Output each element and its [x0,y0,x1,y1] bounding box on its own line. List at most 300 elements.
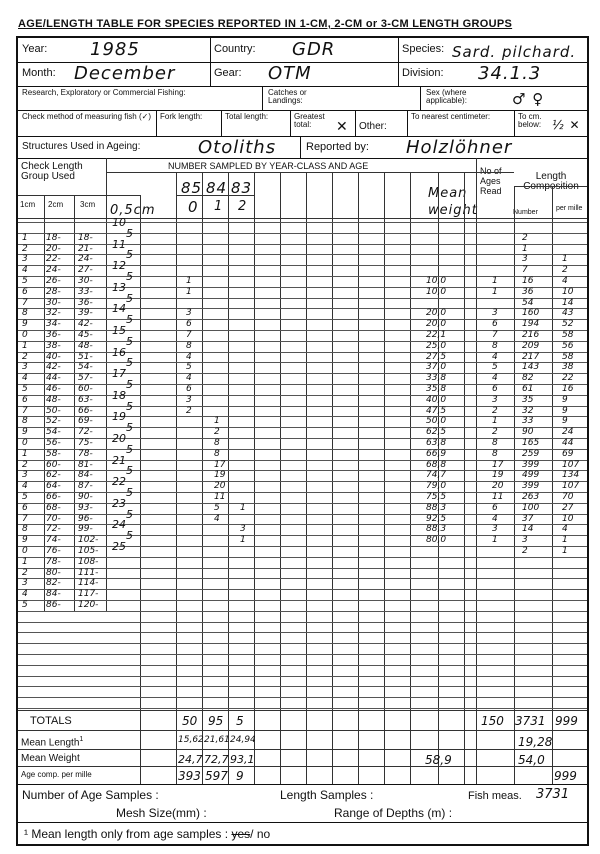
number-sampled-label: NUMBER SAMPLED BY YEAR-CLASS AND AGE [168,161,369,171]
grid-hline [18,449,587,450]
cell-mw: 33,8 [426,373,447,384]
grid-hline [18,643,587,644]
cell-pm: 1 [562,546,568,556]
cell-b: 78- [78,448,93,459]
cell-a: 78- [46,556,61,567]
cell-h: 5 [126,464,133,478]
grid-hline [18,710,587,711]
cell-k: 2 [22,243,28,254]
cell-b: 45- [78,330,93,340]
grid-hline [18,362,587,363]
grid-hline [18,524,587,525]
grid-hline [18,438,587,439]
cell-k: 4 [22,265,28,276]
cell-a: 34- [46,319,61,330]
cell-num: 33 [522,416,534,427]
grid-hline [18,622,587,623]
cell-k: 5 [22,600,28,610]
cell-na: 6 [492,319,498,330]
cell-k: 5 [22,276,28,286]
cell-b: 102- [78,535,99,546]
cell-a: 82- [46,578,61,589]
greatest-mark: ✕ [336,119,349,135]
cell-b: 18- [78,232,93,243]
cell-mw: 40,0 [426,394,447,405]
cell-a: 56- [46,438,61,448]
cell-h: 5 [126,270,133,283]
cell-h: 5 [126,356,133,370]
grid-hline [18,373,587,374]
cell-k: 5 [22,492,28,502]
grid-hline [18,222,587,223]
cell-a1: 8 [214,448,220,459]
cell-b: 48- [78,340,93,351]
cell-num: 399 [522,481,540,492]
cell-num: 61 [522,384,534,394]
age-comp-per-mille: 999 [554,769,577,783]
cell-b: 42- [78,319,93,330]
cell-b: 57- [78,373,93,384]
grid-hline [18,766,587,767]
cell-na: 3 [492,308,498,319]
grid-hline [18,276,587,277]
grid-hline [18,676,587,677]
cell-a: 54- [46,427,61,438]
cell-pm: 107 [562,459,580,470]
cell-a: 62- [46,470,61,481]
division-label: Division: [402,67,444,79]
cell-k: 9 [22,319,28,330]
cell-b: 99- [78,524,93,535]
cell-pm: 9 [562,416,568,427]
cell-a1: 5 [214,502,220,513]
cell-a: 76- [46,546,61,556]
species-value: Sard. pilchard. [452,43,577,61]
number-col-label: Number [513,209,538,216]
cell-num: 143 [522,362,540,373]
cell-h: 11 [112,237,126,251]
cell-k: 3 [22,362,28,373]
cell-na: 6 [492,502,498,513]
cell-h: 5 [126,442,133,456]
total-per-mille: 999 [555,714,578,728]
yc-85: 85 [181,179,203,197]
cell-k: 3 [22,470,28,481]
cell-pm: 43 [562,308,574,319]
cell-k: 1 [22,232,28,243]
cell-mw: 20,0 [426,308,447,319]
grid-vline [140,195,141,784]
cell-b: 75- [78,438,93,448]
cell-a0: 3 [186,308,192,319]
cell-a: 86- [46,600,61,610]
grid-hline [18,244,587,245]
cell-a2: 1 [240,535,246,546]
month-value: December [74,63,176,84]
cell-a1: 19 [214,470,226,481]
cell-pm: 4 [562,524,568,535]
depths-label: Range of Depths (m) : [334,806,453,820]
grid-hline [514,186,587,187]
grid-vline [464,172,465,784]
cell-h: 5 [126,313,133,327]
year-value: 1985 [90,39,140,60]
cell-mw: 88,3 [426,524,447,535]
cell-na: 6 [492,384,498,394]
cell-mw: 63,8 [426,438,447,448]
grid-hline [18,557,587,558]
grid-hline [18,568,587,569]
cell-a: 20- [46,243,61,254]
per-mille-col-label: per mille [556,205,583,212]
structures-value: Otoliths [198,137,277,158]
cell-b: 51- [78,351,93,362]
total-length-label: Total length: [225,112,269,121]
total-age0: 50 [182,714,198,728]
grid-hline [18,600,587,601]
grid-hline [18,611,587,612]
form-title: AGE/LENGTH TABLE FOR SPECIES REPORTED IN 1-CM, 2-CM or 3-CM LENGTH GROUPS [18,18,513,30]
cell-h: 22 [112,475,126,489]
cell-pm: 27 [562,502,574,513]
cell-a: 38- [46,340,61,351]
total-number: 3731 [515,714,546,728]
cell-na: 5 [492,362,498,373]
cell-a1: 17 [214,459,226,470]
mean-weight-age1: 72,7 [204,753,229,766]
cell-a: 36- [46,330,61,340]
cell-na: 4 [492,513,498,524]
cell-na: 1 [492,276,498,286]
age-comp-age0: 393 [178,769,201,783]
mean-weight-total: 54,0 [518,753,545,767]
cell-num: 209 [522,340,540,351]
cell-b: 30- [78,276,93,286]
cell-a1: 4 [214,513,220,524]
mean-weight-age2: 93,1 [230,753,255,766]
to-cm-below-mark: ½ ✕ [552,118,581,132]
cell-a: 64- [46,481,61,492]
cell-na: 3 [492,394,498,405]
cell-a1: 2 [214,427,220,438]
mean-length-age0: 15,62 [178,735,204,745]
yc-84: 84 [206,179,228,197]
catches-label: Catches or Landings: [268,88,307,105]
cell-a0: 1 [186,276,192,286]
reported-by-label: Reported by: [306,141,369,153]
grid-vline [254,172,255,784]
cell-pm: 10 [562,513,574,524]
grid-vline [228,172,229,784]
cell-a: 74- [46,535,61,546]
cell-pm: 16 [562,384,574,394]
cell-na: 20 [492,481,504,492]
cell-a1: 20 [214,481,226,492]
cell-pm: 107 [562,481,580,492]
mean-weight-row-label: Mean Weight [21,753,80,764]
cell-a: 52- [46,416,61,427]
cell-h: 20 [112,432,126,445]
grid-hline [18,514,587,515]
grid-hline [18,686,587,687]
cell-num: 32 [522,405,534,416]
grid-hline [18,708,587,709]
age-comp-label: Age comp. per mille [21,770,92,779]
cell-h: 10 [112,216,126,229]
grid-hline [18,233,587,234]
grid-hline [18,697,587,698]
cell-h: 5 [126,529,133,543]
cell-mw: 88,3 [426,502,447,513]
cell-k: 8 [22,524,28,535]
cell-h: 5 [126,507,133,521]
cell-k: 0 [22,330,28,340]
cell-k: 7 [22,513,28,524]
cell-k: 8 [22,308,28,319]
mean-length-age1: 21,61 [204,735,230,745]
cell-na: 4 [492,351,498,362]
cell-a: 50- [46,405,61,416]
cell-a: 42- [46,362,61,373]
grid-vline [384,172,385,784]
cell-a0: 6 [186,384,192,394]
grid-vline [280,172,281,784]
cell-h: 25 [112,540,126,553]
cell-num: 1 [522,243,528,254]
cell-b: 117- [78,589,99,600]
col-2cm: 2cm [48,200,64,209]
cell-b: 96- [78,513,93,524]
cell-h: 5 [126,291,133,305]
cell-a0: 4 [186,351,192,362]
cell-k: 1 [22,556,28,567]
cell-mw: 68,8 [426,459,447,470]
cell-h: 5 [126,226,133,240]
age-samples-label: Number of Age Samples : [22,788,159,802]
cell-na: 3 [492,524,498,535]
grid-hline [18,319,587,320]
cell-pm: 69 [562,448,574,459]
cell-k: 6 [22,502,28,513]
cell-h: 13 [112,280,126,294]
cell-num: 16 [522,276,534,286]
cell-num: 216 [522,330,540,340]
cell-na: 19 [492,470,504,481]
cell-k: 4 [22,481,28,492]
grid-vline [332,172,333,784]
cell-num: 54 [522,297,534,308]
cell-k: 9 [22,427,28,438]
country-value: GDR [292,39,336,60]
mesh-size-label: Mesh Size(mm) : [116,806,207,820]
cell-num: 36 [522,286,534,297]
no-of-ages-label: No of Ages Read [480,166,502,196]
length-samples-label: Length Samples : [280,788,374,802]
month-label: Month: [22,67,56,79]
grid-hline [18,749,587,750]
cell-k: 7 [22,405,28,416]
species-label: Species: [402,43,445,55]
cell-k: 7 [22,297,28,308]
country-label: Country: [214,43,256,55]
sex-value: ♂ ♀ [512,90,545,108]
yc-83: 83 [231,179,253,197]
cell-num: 82 [522,373,534,384]
cell-a: 58- [46,448,61,459]
cell-a: 70- [46,513,61,524]
cell-mw: 80,0 [426,535,447,546]
cell-k: 8 [22,416,28,427]
research-label: Research, Exploratory or Commercial Fishing: [22,88,186,97]
cell-pm: 22 [562,373,574,384]
cell-num: 35 [522,394,534,405]
cell-b: 24- [78,254,93,265]
cell-mw: 79,0 [426,481,447,492]
cell-pm: 58 [562,330,574,340]
grid-hline [18,632,587,633]
cell-h: 5 [126,334,133,348]
cell-mw: 35,8 [426,384,447,394]
cell-mw: 37,0 [426,362,447,373]
cell-pm: 2 [562,265,568,276]
grid-hline [18,218,587,219]
to-cm-below-label: To cm. below: [518,112,542,129]
cell-pm: 14 [562,297,574,308]
cell-a: 44- [46,373,61,384]
cell-na: 11 [492,492,504,502]
cell-num: 259 [522,448,540,459]
reported-by-value: Holzlöhner [406,137,513,158]
cell-a: 60- [46,459,61,470]
year-label: Year: [22,43,48,55]
cell-k: 1 [22,340,28,351]
structures-label: Structures Used in Ageing: [22,141,141,152]
cell-num: 37 [522,513,534,524]
cell-mw: 62,5 [426,427,447,438]
cell-na: 8 [492,448,498,459]
cell-a: 80- [46,567,61,578]
grid-vline [176,172,177,784]
cell-k: 2 [22,351,28,362]
cell-pm: 4 [562,276,568,286]
grid-hline [18,503,587,504]
cell-num: 100 [522,502,540,513]
cell-mw: 66,9 [426,448,447,459]
cell-k: 6 [22,394,28,405]
cell-mw: 22,1 [426,330,447,340]
cell-a: 28- [46,286,61,297]
cell-b: 54- [78,362,93,373]
cell-k: 0 [22,438,28,448]
cell-h: 15 [112,324,126,337]
cell-a0: 5 [186,362,192,373]
cell-num: 263 [522,492,540,502]
cell-h: 16 [112,345,126,359]
age-comp-age1: 597 [205,769,228,783]
cell-k: 9 [22,535,28,546]
cell-b: 93- [78,502,93,513]
cell-mw: 92,5 [426,513,447,524]
cell-mw: 27,5 [426,351,447,362]
cell-mw: 75,5 [426,492,447,502]
cell-a: 66- [46,492,61,502]
footnote: ¹ Mean length only from age samples : yes/ no [24,827,271,841]
cell-k: 0 [22,546,28,556]
cell-b: 72- [78,427,93,438]
mean-weight-label: Mean weight [428,186,478,218]
cell-na: 8 [492,438,498,448]
cell-b: 21- [78,243,93,254]
cell-h: 12 [112,259,126,273]
cell-k: 5 [22,384,28,394]
age-0: 0 [188,198,199,216]
cell-pm: 56 [562,340,574,351]
cell-b: 60- [78,384,93,394]
cell-a: 48- [46,394,61,405]
grid-hline [18,195,140,196]
cell-na: 1 [492,416,498,427]
cell-num: 2 [522,232,528,243]
cell-a1: 1 [214,416,220,427]
sex-label: Sex (where applicable): [426,88,467,105]
cell-b: 39- [78,308,93,319]
form-frame [16,36,589,846]
cell-a: 26- [46,276,61,286]
col-1cm: 1cm [20,200,36,209]
cell-a: 68- [46,502,61,513]
cell-a0: 8 [186,340,192,351]
cell-b: 84- [78,470,93,481]
check-method-label: Check method of measuring fish (✓) [22,112,151,121]
grid-hline [18,578,587,579]
cell-a0: 1 [186,286,192,297]
mean-length-age2: 24,94 [230,735,256,745]
fish-meas-value: 3731 [536,787,570,802]
cell-mw: 10,0 [426,276,447,286]
cell-mw: 10,0 [426,286,447,297]
cell-a: 72- [46,524,61,535]
cell-b: 114- [78,578,99,589]
cell-a: 84- [46,589,61,600]
cell-mw: 50,0 [426,416,447,427]
cell-b: 33- [78,286,93,297]
cell-na: 7 [492,330,498,340]
cell-a: 24- [46,265,61,276]
cell-pm: 1 [562,535,568,546]
length-composition-label: Length Composition [523,171,579,192]
cell-num: 3 [522,535,528,546]
cell-a2: 1 [240,502,246,513]
mean-length-total: 19,28 [518,735,553,749]
cell-a: 32- [46,308,61,319]
cell-h: 5 [126,248,133,262]
cell-pm: 70 [562,492,574,502]
grid-hline [18,427,587,428]
cell-h: 23 [112,496,126,510]
cell-b: 69- [78,416,93,427]
col-05cm: 0,5cm [110,203,156,218]
gear-label: Gear: [214,67,242,79]
age-2: 2 [238,199,248,214]
totals-label: TOTALS [30,715,72,727]
mean-length-label: Mean Length$^1$ [21,736,84,749]
grid-vline [410,172,411,784]
cell-b: 87- [78,481,93,492]
col-3cm: 3cm [80,200,96,209]
cell-pm: 134 [562,470,580,481]
cell-pm: 44 [562,438,574,448]
grid-hline [18,330,587,331]
